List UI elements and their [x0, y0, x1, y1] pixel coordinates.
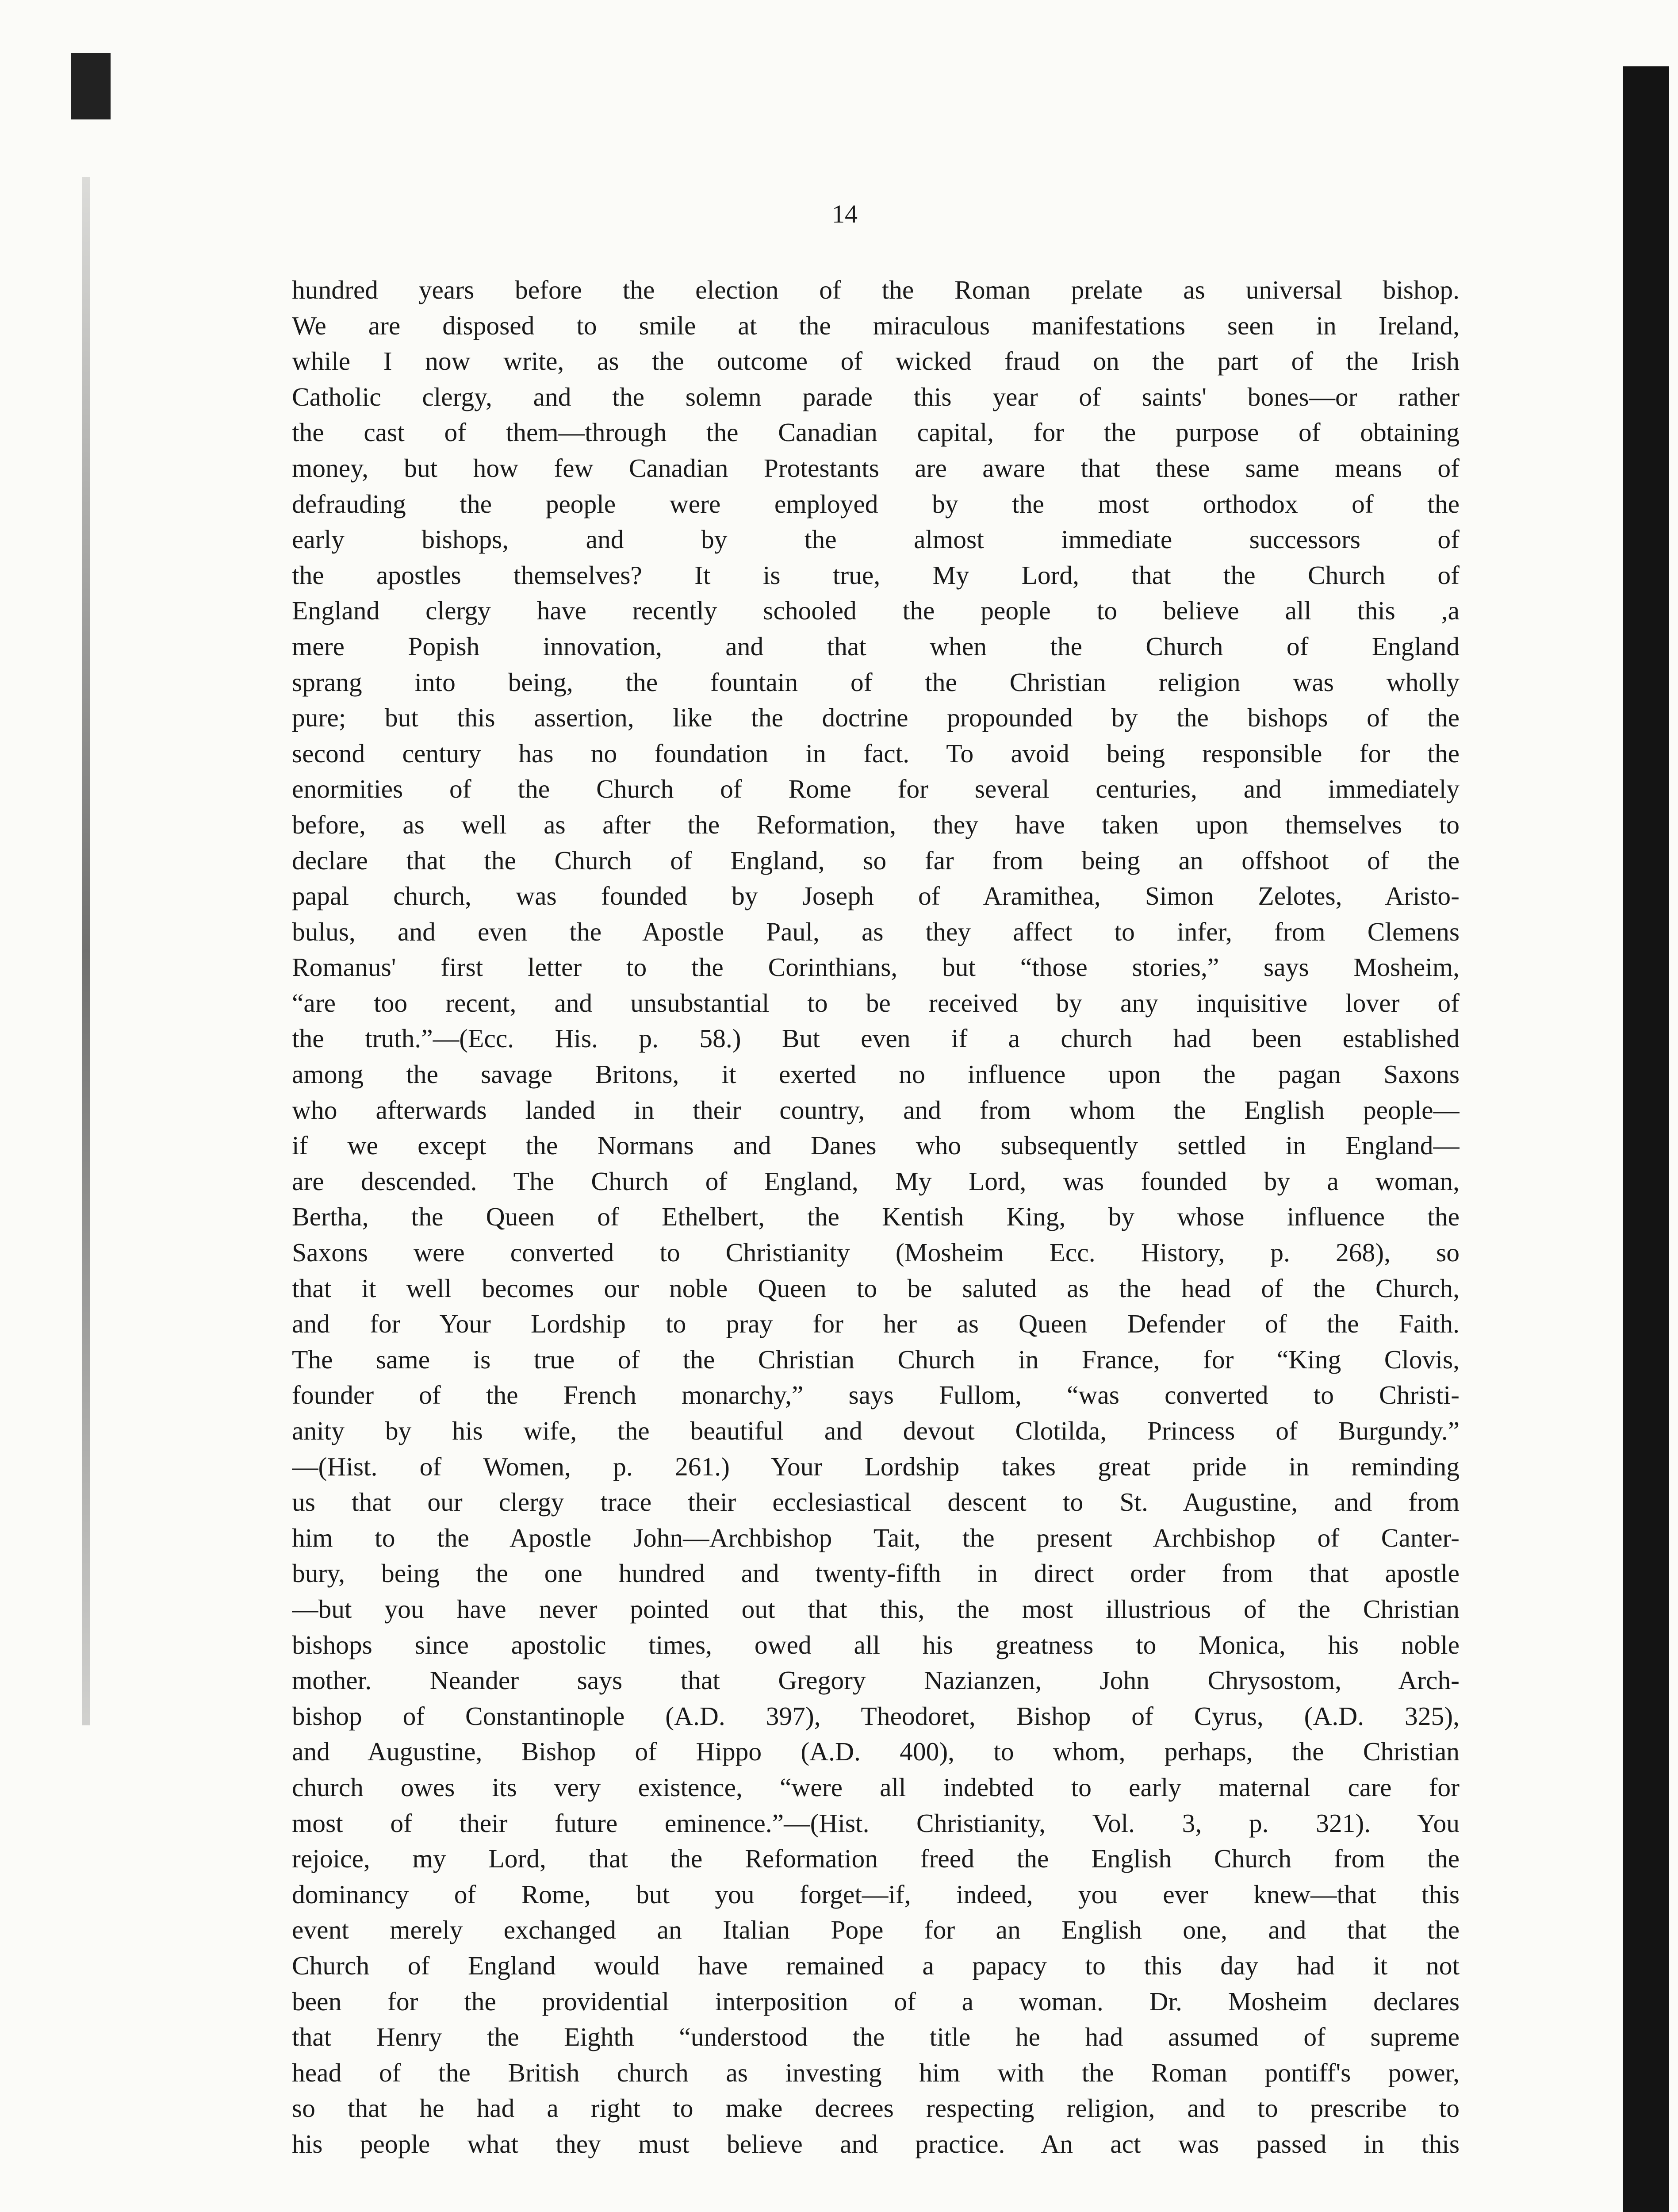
text-line: who afterwards landed in their country, and from whom the English people—: [292, 1095, 1460, 1125]
text-line: and for Your Lordship to pray for her as Queen Defender of the Faith.: [292, 1309, 1460, 1339]
text-line: the apostles themselves? It is true, My Lord, that the Church of: [292, 560, 1460, 590]
text-line: papal church, was founded by Joseph of Aramithea, Simon Zelotes, Aristo-: [292, 881, 1460, 911]
text-line: bulus, and even the Apostle Paul, as they affect to infer, from Clemens: [292, 917, 1460, 946]
text-line: are descended. The Church of England, My Lord, was founded by a woman,: [292, 1166, 1460, 1196]
text-line: Bertha, the Queen of Ethelbert, the Kentish King, by whose influence the: [292, 1202, 1460, 1232]
text-line: been for the providential interposition of a woman. Dr. Mosheim declares: [292, 1986, 1460, 2016]
text-line: Church of England would have remained a papacy to this day had it not: [292, 1951, 1460, 1980]
text-line: early bishops, and by the almost immediate successors of: [292, 525, 1460, 554]
text-line: The same is true of the Christian Church in France, for “King Clovis,: [292, 1344, 1460, 1374]
text-line: defrauding the people were employed by the most orthodox of the: [292, 489, 1460, 518]
text-line: church owes its very existence, “were all indebted to early maternal care for: [292, 1772, 1460, 1802]
text-line: bury, being the one hundred and twenty-fifth in direct order from that apostle: [292, 1559, 1460, 1588]
scan-artifact-top-left: [71, 53, 111, 119]
text-line: second century has no foundation in fact. To avoid being responsible for the: [292, 738, 1460, 768]
text-line: sprang into being, the fountain of the Christian religion was wholly: [292, 667, 1460, 697]
text-line: and Augustine, Bishop of Hippo (A.D. 400), to whom, perhaps, the Christian: [292, 1737, 1460, 1767]
text-line: mere Popish innovation, and that when the Church of England: [292, 631, 1460, 661]
text-line: that Henry the Eighth “understood the title he had assumed of supreme: [292, 2022, 1460, 2052]
text-line: money, but how few Canadian Protestants are aware that these same means of: [292, 453, 1460, 483]
text-line: —but you have never pointed out that this, the most illustrious of the Christian: [292, 1594, 1460, 1624]
text-line: bishop of Constantinople (A.D. 397), Theodoret, Bishop of Cyrus, (A.D. 325),: [292, 1701, 1460, 1731]
text-line: rejoice, my Lord, that the Reformation freed the English Church from the: [292, 1844, 1460, 1874]
text-line: pure; but this assertion, like the doctrine propounded by the bishops of the: [292, 703, 1460, 733]
text-line: dominancy of Rome, but you forget—if, indeed, you ever knew—that this: [292, 1879, 1460, 1909]
text-line: “are too recent, and unsubstantial to be received by any inquisitive lover of: [292, 988, 1460, 1018]
text-line: Catholic clergy, and the solemn parade this year of saints' bones—or rather: [292, 382, 1460, 411]
text-line: so that he had a right to make decrees respecting religion, and to prescribe to: [292, 2093, 1460, 2123]
text-line: We are disposed to smile at the miraculous manifestations seen in Ireland,: [292, 311, 1460, 340]
text-line: among the savage Britons, it exerted no influence upon the pagan Saxons: [292, 1060, 1460, 1089]
text-line: us that our clergy trace their ecclesiastical descent to St. Augustine, and from: [292, 1487, 1460, 1517]
text-line: if we except the Normans and Danes who subsequently settled in England—: [292, 1131, 1460, 1160]
text-line: England clergy have recently schooled the people to believe all this ,a: [292, 596, 1460, 626]
scan-artifact-left-edge: [82, 177, 90, 1725]
page-number: 14: [832, 200, 858, 228]
text-line: the cast of them—through the Canadian capital, for the purpose of obtaining: [292, 418, 1460, 447]
text-line: head of the British church as investing him with the Roman pontiff's power,: [292, 2058, 1460, 2087]
text-line: before, as well as after the Reformation, they have taken upon themselves to: [292, 810, 1460, 839]
text-line: while I now write, as the outcome of wicked fraud on the part of the Irish: [292, 346, 1460, 376]
body-text: [292, 272, 1460, 2162]
text-line: bishops since apostolic times, owed all his greatness to Monica, his noble: [292, 1630, 1460, 1659]
text-line: founder of the French monarchy,” says Fullom, “was converted to Christi-: [292, 1380, 1460, 1410]
text-line: Romanus' first letter to the Corinthians, but “those stories,” says Mosheim,: [292, 952, 1460, 982]
text-line: most of their future eminence.”—(Hist. Christianity, Vol. 3, p. 321). You: [292, 1808, 1460, 1838]
text-line: anity by his wife, the beautiful and devout Clotilda, Princess of Burgundy.”: [292, 1416, 1460, 1445]
scan-artifact-right-edge: [1623, 66, 1669, 2212]
text-line: declare that the Church of England, so far from being an offshoot of the: [292, 845, 1460, 875]
text-line: his people what they must believe and practice. An act was passed in this: [292, 2129, 1460, 2158]
text-line: mother. Neander says that Gregory Nazianzen, John Chrysostom, Arch-: [292, 1666, 1460, 1695]
text-line: enormities of the Church of Rome for several centuries, and immediately: [292, 774, 1460, 804]
text-line: him to the Apostle John—Archbishop Tait, the present Archbishop of Canter-: [292, 1523, 1460, 1552]
text-line: that it well becomes our noble Queen to be saluted as the head of the Church,: [292, 1273, 1460, 1303]
text-line: event merely exchanged an Italian Pope for an English one, and that the: [292, 1915, 1460, 1945]
text-line: hundred years before the election of the Roman prelate as universal bishop.: [292, 275, 1460, 304]
text-line: the truth.”—(Ecc. His. p. 58.) But even if a church had been established: [292, 1024, 1460, 1053]
text-line: Saxons were converted to Christianity (Mosheim Ecc. History, p. 268), so: [292, 1238, 1460, 1267]
text-line: —(Hist. of Women, p. 261.) Your Lordship takes great pride in reminding: [292, 1452, 1460, 1481]
